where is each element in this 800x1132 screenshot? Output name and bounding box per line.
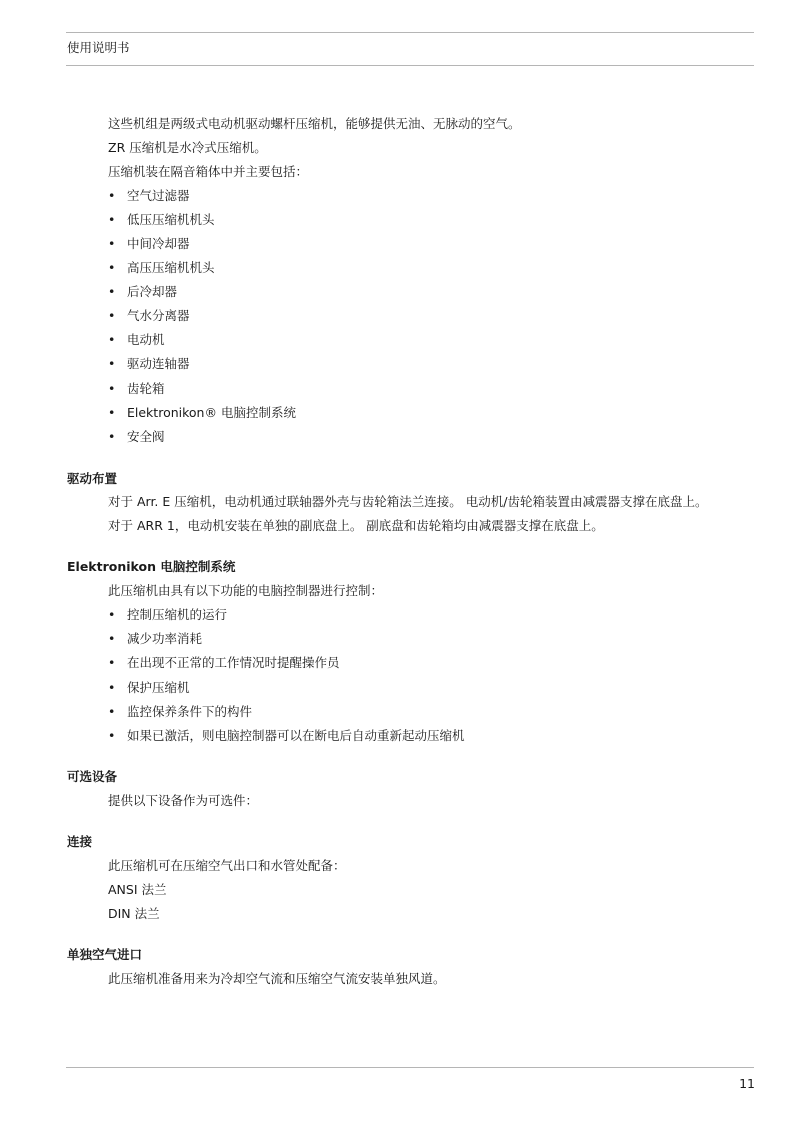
bullet: •	[108, 680, 116, 695]
list-item	[108, 728, 465, 744]
list-item	[108, 236, 190, 252]
list-item-text: 齿轮箱	[127, 381, 165, 396]
header-rule-top	[66, 32, 754, 33]
section-heading-drive: 驱动布置	[67, 471, 118, 486]
list-item	[108, 704, 252, 720]
list-item	[108, 260, 215, 276]
list-item-text: 高压压缩机机头	[127, 260, 215, 275]
bullet: •	[108, 236, 116, 251]
bullet: •	[108, 607, 116, 622]
section-heading-connection: 连接	[67, 834, 93, 849]
intro-paragraph-2: ZR 压缩机是水冷式压缩机。	[108, 140, 267, 155]
connection-paragraph-3: DIN 法兰	[108, 906, 160, 921]
list-item-text: Elektronikon® 电脑控制系统	[127, 405, 296, 420]
list-item	[108, 429, 165, 445]
bullet: •	[108, 429, 116, 444]
bullet: •	[108, 405, 116, 420]
elektronikon-intro: 此压缩机由具有以下功能的电脑控制器进行控制：	[108, 583, 384, 598]
list-item-text: 气水分离器	[127, 308, 190, 323]
bullet: •	[108, 631, 116, 646]
list-item	[108, 607, 227, 623]
list-item	[108, 356, 190, 372]
list-item-text: 低压压缩机机头	[127, 212, 215, 227]
list-item	[108, 680, 190, 696]
list-item	[108, 308, 190, 324]
bullet: •	[108, 356, 116, 371]
section-heading-elektronikon: Elektronikon 电脑控制系统	[67, 559, 236, 574]
list-item-text: 空气过滤器	[127, 188, 190, 203]
air-inlet-paragraph: 此压缩机准备用来为冷却空气流和压缩空气流安装单独风道。	[108, 971, 446, 986]
list-item-text: 保护压缩机	[127, 680, 190, 695]
list-item	[108, 332, 165, 348]
drive-paragraph-2: 对于 ARR 1，电动机安装在单独的副底盘上。 副底盘和齿轮箱均由减震器支撑在底盘上。	[108, 518, 604, 533]
intro-paragraph-3: 压缩机装在隔音箱体中并主要包括：	[108, 164, 309, 179]
intro-paragraph-1: 这些机组是两级式电动机驱动螺杆压缩机，能够提供无油、无脉动的空气。	[108, 116, 521, 131]
bullet: •	[108, 381, 116, 396]
list-item	[108, 381, 165, 397]
footer-rule	[66, 1067, 754, 1068]
list-item-text: 控制压缩机的运行	[127, 607, 228, 622]
bullet: •	[108, 332, 116, 347]
list-item	[108, 405, 296, 421]
bullet: •	[108, 655, 116, 670]
bullet: •	[108, 212, 116, 227]
list-item-text: 后冷却器	[127, 284, 178, 299]
connection-paragraph-2: ANSI 法兰	[108, 882, 167, 897]
list-item	[108, 284, 177, 300]
list-item-text: 电动机	[127, 332, 165, 347]
optional-intro: 提供以下设备作为可选件：	[108, 793, 259, 808]
list-item-text: 如果已激活，则电脑控制器可以在断电后自动重新起动压缩机	[127, 728, 465, 743]
drive-paragraph-1: 对于 Arr. E 压缩机，电动机通过联轴器外壳与齿轮箱法兰连接。 电动机/齿轮箱装置由减震器支撑在底盘上。	[108, 494, 708, 509]
header-title: 使用说明书	[67, 40, 130, 55]
page-number: 11	[739, 1076, 755, 1091]
list-item-text: 减少功率消耗	[127, 631, 203, 646]
list-item-text: 中间冷却器	[127, 236, 190, 251]
bullet: •	[108, 284, 116, 299]
section-heading-air-inlet: 单独空气进口	[67, 947, 143, 962]
list-item-text: 驱动连轴器	[127, 356, 190, 371]
list-item-text: 监控保养条件下的构件	[127, 704, 253, 719]
list-item	[108, 631, 202, 647]
list-item-text: 在出现不正常的工作情况时提醒操作员	[127, 655, 340, 670]
list-item	[108, 655, 340, 671]
header-rule-bottom	[66, 65, 754, 66]
bullet: •	[108, 188, 116, 203]
connection-paragraph-1: 此压缩机可在压缩空气出口和水管处配备：	[108, 858, 346, 873]
list-item	[108, 212, 215, 228]
bullet: •	[108, 704, 116, 719]
list-item	[108, 188, 190, 204]
bullet: •	[108, 728, 116, 743]
list-item-text: 安全阀	[127, 429, 165, 444]
bullet: •	[108, 260, 116, 275]
bullet: •	[108, 308, 116, 323]
section-heading-optional: 可选设备	[67, 769, 118, 784]
